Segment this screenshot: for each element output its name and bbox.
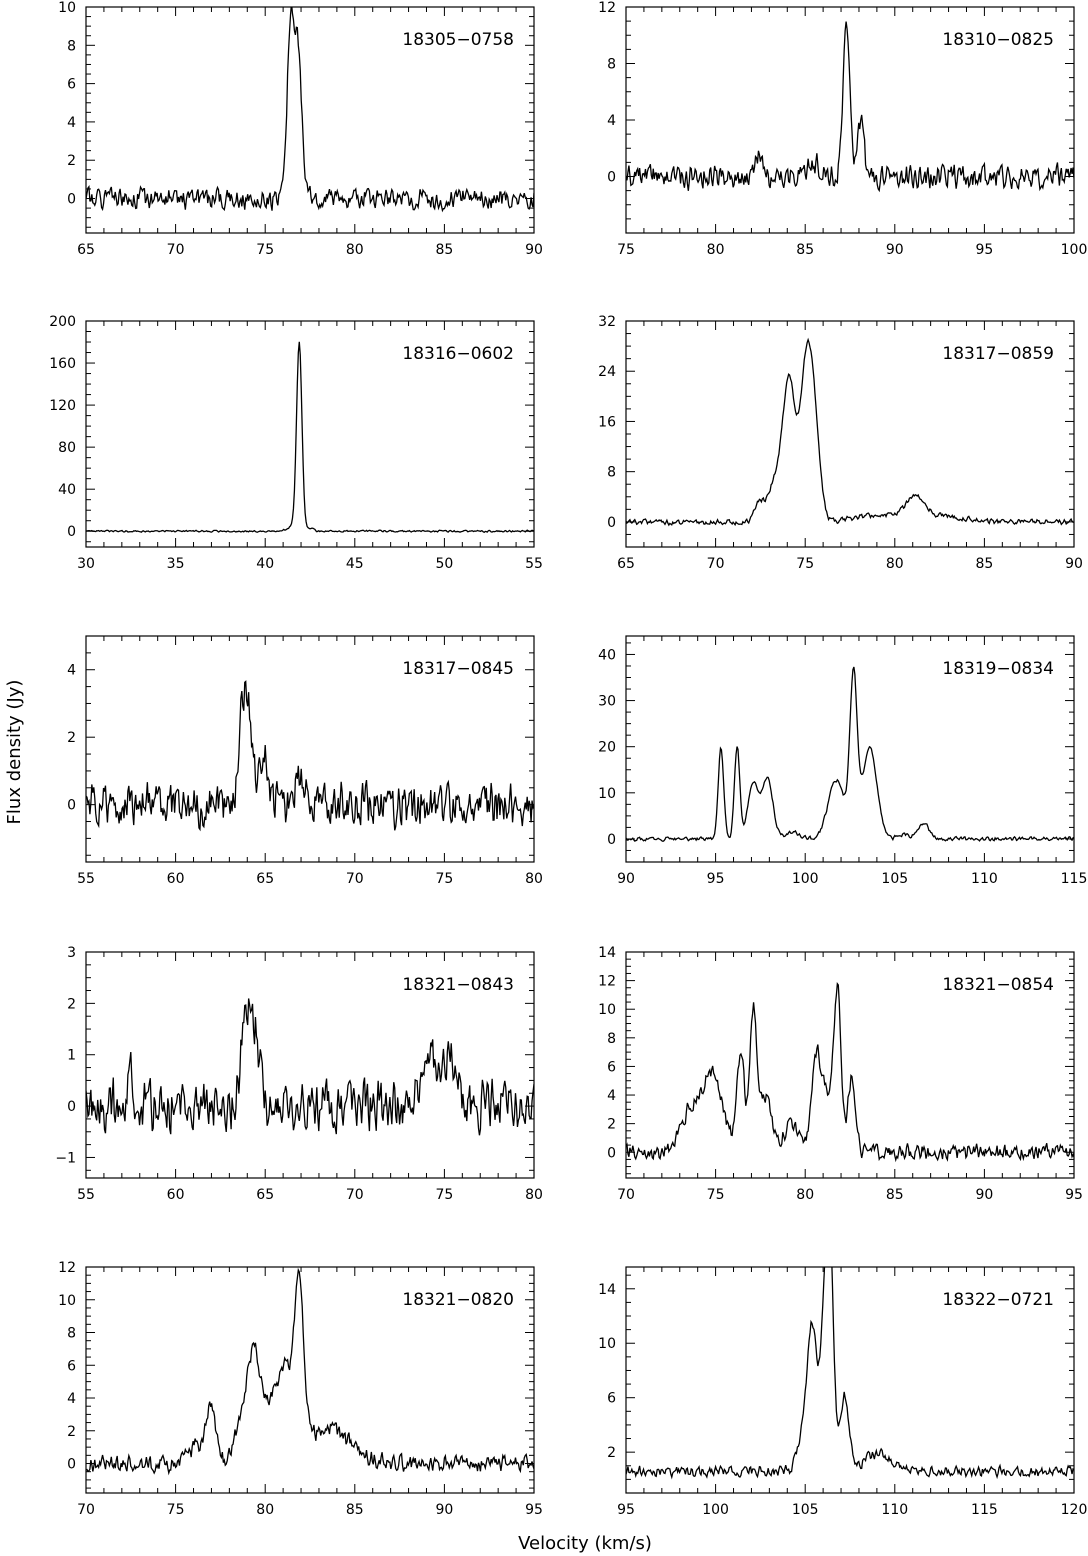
y-tick-label: 4	[67, 1391, 76, 1408]
y-tick-label: 2	[67, 153, 76, 170]
x-tick-label: 50	[435, 556, 454, 572]
x-tick-label: 40	[256, 556, 275, 572]
x-tick-label: 90	[435, 1502, 454, 1518]
y-tick-label: 4	[607, 113, 616, 129]
x-tick-label: 95	[525, 1502, 543, 1518]
spectrum-line	[626, 667, 1074, 841]
x-tick-label: 105	[791, 1502, 819, 1518]
y-tick-label: 0	[67, 797, 76, 814]
x-tick-label: 85	[345, 1502, 364, 1518]
x-tick-label: 80	[885, 556, 904, 572]
x-tick-label: 95	[975, 242, 994, 258]
x-tick-label: 115	[1060, 871, 1088, 887]
y-tick-label: 16	[598, 414, 616, 431]
spectrum-line	[626, 340, 1074, 525]
x-tick-label: 75	[166, 1502, 185, 1518]
y-tick-label: 2	[67, 996, 76, 1013]
x-tick-label: 115	[971, 1502, 998, 1518]
spectrum-panel-5	[67, 636, 543, 887]
y-tick-label: 20	[598, 739, 616, 756]
y-tick-label: 0	[67, 1099, 76, 1116]
x-tick-label: 90	[1065, 556, 1083, 572]
x-tick-label: 100	[702, 1502, 729, 1518]
y-tick-label: 8	[607, 1030, 616, 1047]
y-tick-label: 120	[49, 398, 76, 415]
y-tick-label: 10	[58, 1292, 76, 1309]
y-tick-label: 30	[598, 693, 616, 710]
x-tick-label: 110	[971, 871, 998, 887]
x-tick-label: 90	[975, 1187, 994, 1203]
x-tick-label: 85	[885, 1187, 904, 1203]
y-tick-label: 10	[598, 1002, 616, 1019]
x-tick-label: 75	[256, 242, 275, 258]
y-tick-label: 24	[598, 364, 616, 381]
x-tick-label: 80	[796, 1187, 815, 1203]
y-tick-label: 6	[67, 76, 76, 93]
x-tick-label: 70	[345, 1187, 364, 1203]
spectrum-panel-4	[598, 314, 1083, 572]
source-name-label: 18321−0820	[402, 1290, 514, 1310]
x-tick-label: 75	[617, 242, 635, 258]
y-tick-label: 2	[607, 1445, 616, 1462]
x-tick-label: 45	[345, 556, 364, 572]
x-tick-label: 75	[706, 1187, 725, 1203]
spectrum-panel-7	[55, 945, 543, 1203]
y-tick-label: 200	[49, 314, 76, 330]
source-name-label: 18305−0758	[402, 30, 514, 50]
y-tick-label: 12	[598, 973, 616, 990]
spectrum-panel-10	[598, 1206, 1087, 1518]
x-tick-label: 30	[77, 556, 95, 572]
x-tick-label: 65	[77, 242, 95, 258]
x-tick-label: 70	[77, 1502, 95, 1518]
spectrum-line	[86, 681, 534, 830]
y-tick-label: 80	[58, 440, 76, 457]
spectrum-panel-6	[598, 636, 1087, 887]
x-tick-label: 75	[796, 556, 815, 572]
y-tick-label: 6	[607, 1059, 616, 1076]
y-tick-label: 14	[598, 945, 616, 961]
x-tick-label: 90	[525, 242, 543, 258]
x-tick-label: 95	[617, 1502, 635, 1518]
y-tick-label: 12	[598, 0, 616, 16]
x-tick-label: 65	[256, 1187, 275, 1203]
spectrum-panel-1	[58, 0, 543, 258]
x-tick-label: 85	[796, 242, 815, 258]
x-tick-label: 90	[885, 242, 904, 258]
y-tick-label: 3	[67, 945, 76, 961]
x-tick-label: 100	[1060, 242, 1088, 258]
x-tick-label: 95	[706, 871, 725, 887]
source-name-label: 18319−0834	[942, 659, 1054, 679]
y-tick-label: 10	[598, 785, 616, 802]
spectrum-line	[86, 998, 534, 1135]
y-tick-label: 40	[598, 647, 616, 664]
y-tick-label: 40	[58, 482, 76, 499]
y-tick-label: 2	[67, 1423, 76, 1440]
x-tick-label: 80	[525, 1187, 543, 1203]
y-tick-label: 0	[67, 524, 76, 541]
x-tick-label: 110	[881, 1502, 909, 1518]
y-tick-label: 2	[607, 1116, 616, 1133]
source-name-label: 18322−0721	[942, 1290, 1054, 1310]
y-tick-label: 14	[598, 1281, 616, 1298]
x-tick-label: 65	[617, 556, 635, 572]
y-tick-label: 6	[67, 1358, 76, 1375]
x-tick-label: 75	[435, 1187, 454, 1203]
x-tick-label: 55	[77, 871, 95, 887]
x-tick-label: 70	[706, 556, 725, 572]
y-tick-label: 4	[607, 1088, 616, 1105]
y-tick-label: 8	[67, 38, 76, 55]
spectrum-panel-9	[58, 1260, 543, 1518]
source-name-label: 18317−0845	[402, 659, 514, 679]
x-tick-label: 80	[256, 1502, 275, 1518]
y-tick-label: 32	[598, 314, 616, 330]
y-tick-label: 0	[607, 831, 616, 848]
source-name-label: 18321−0854	[942, 975, 1054, 995]
y-tick-label: 0	[67, 191, 76, 208]
y-tick-label: 4	[67, 114, 76, 131]
x-tick-label: 80	[706, 242, 725, 258]
x-tick-label: 60	[166, 1187, 185, 1203]
y-tick-label: 6	[607, 1390, 616, 1407]
x-tick-label: 60	[166, 871, 185, 887]
y-tick-label: 160	[49, 356, 76, 373]
x-tick-label: 105	[881, 871, 909, 887]
y-tick-label: 0	[67, 1456, 76, 1473]
x-tick-label: 70	[166, 242, 185, 258]
spectrum-panel-3	[49, 314, 543, 572]
x-tick-label: 55	[77, 1187, 95, 1203]
y-tick-label: 2	[67, 730, 76, 747]
spectrum-line	[626, 1206, 1074, 1477]
spectrum-line	[86, 342, 534, 532]
x-tick-label: 80	[525, 871, 543, 887]
spectrum-panel-2	[598, 0, 1087, 258]
x-tick-label: 100	[791, 871, 819, 887]
x-tick-label: 90	[617, 871, 635, 887]
x-tick-label: 95	[1065, 1187, 1083, 1203]
y-tick-label: 8	[607, 464, 616, 481]
x-tick-label: 65	[256, 871, 275, 887]
panels-group	[49, 0, 1087, 1518]
y-tick-label: 0	[607, 514, 616, 531]
x-tick-label: 85	[435, 242, 454, 258]
x-tick-label: 55	[525, 556, 543, 572]
y-tick-label: 10	[598, 1336, 616, 1353]
source-name-label: 18321−0843	[402, 975, 514, 995]
source-name-label: 18316−0602	[402, 344, 514, 364]
y-tick-label: 8	[607, 56, 616, 73]
y-tick-label: 4	[67, 662, 76, 679]
y-tick-label: 12	[58, 1260, 76, 1276]
source-name-label: 18310−0825	[942, 30, 1054, 50]
x-tick-label: 75	[435, 871, 454, 887]
x-tick-label: 80	[345, 242, 364, 258]
x-axis-title: Velocity (km/s)	[518, 1533, 652, 1554]
source-name-label: 18317−0859	[942, 344, 1054, 364]
x-tick-label: 70	[345, 871, 364, 887]
y-tick-label: 10	[58, 0, 76, 16]
spectrum-panel-8	[598, 945, 1083, 1203]
y-tick-label: −1	[55, 1150, 76, 1167]
x-tick-label: 70	[617, 1187, 635, 1203]
x-tick-label: 85	[975, 556, 994, 572]
spectrum-line	[626, 984, 1074, 1160]
y-tick-label: 0	[607, 169, 616, 186]
x-tick-label: 120	[1060, 1502, 1088, 1518]
x-tick-label: 35	[166, 556, 185, 572]
y-axis-title: Flux density (Jy)	[4, 679, 25, 825]
y-tick-label: 8	[67, 1325, 76, 1342]
y-tick-label: 1	[67, 1047, 76, 1064]
y-tick-label: 0	[607, 1145, 616, 1162]
